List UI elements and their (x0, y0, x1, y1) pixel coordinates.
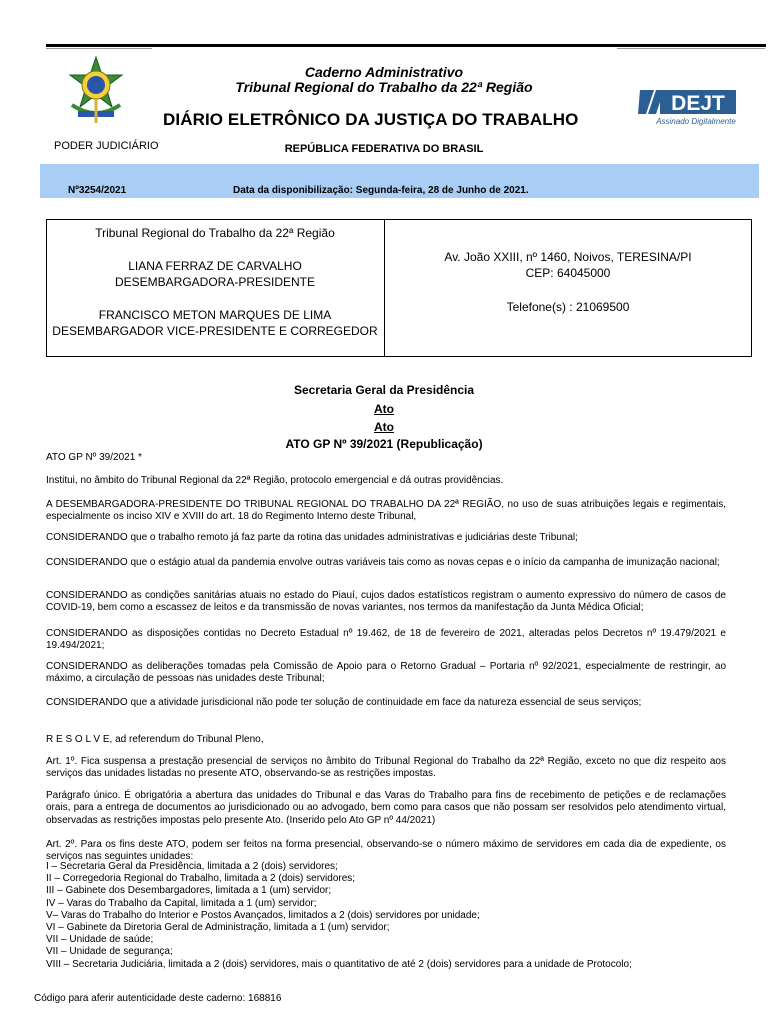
ato-heading-2 (0, 420, 768, 434)
list-item: IV – Varas do Trabalho da Capital, limitada a 1 (um) servidor; (46, 897, 317, 909)
journal-title: DIÁRIO ELETRÔNICO DA JUSTIÇA DO TRABALHO (163, 110, 579, 129)
poder-judiciario: PODER JUDICIÁRIO (54, 140, 159, 152)
info-box-divider (384, 219, 385, 357)
paragraph-considerando-4: CONSIDERANDO as disposições contidas no Decreto Estadual nº 19.462, de 18 de fevereiro de 2021, alteradas pelos Decretos nº 19.479/2021 e 19.494/2021; (46, 628, 726, 652)
ato-heading-1 (0, 402, 768, 416)
paragraph-considerando-3: CONSIDERANDO as condições sanitárias atuais no estado do Piauí, cujos dados estatísticos registram o aumento expressivo do número de casos de COVID-19, bem como a escassez de leitos e da transmissão de novas variantes, nos termos da manifestação da Junta Médica Oficial; (46, 590, 726, 614)
box-tribunal: Tribunal Regional do Trabalho da 22ª Região (95, 226, 335, 240)
dejt-logo-sub: Assinado Digitalmente (656, 117, 736, 126)
tribunal-subtitle: Tribunal Regional do Trabalho da 22ª Região (235, 79, 533, 95)
paragraph-considerando-5: CONSIDERANDO as deliberações tomadas pela Comissão de Apoio para o Retorno Gradual – Portaria nº 92/2021, especialmente de restringir, ao máximo, a circulação de pessoas nas unidades deste Tribunal; (46, 661, 726, 685)
paragraph-institui: Institui, no âmbito do Tribunal Regional da 22ª Região, protocolo emergencial e dá outras providências. (46, 475, 504, 486)
caderno-title: Caderno Administrativo (304, 64, 464, 80)
box-presidente-cargo: DESEMBARGADORA-PRESIDENTE (114, 275, 316, 289)
paragraph-art-1: Art. 1º. Fica suspensa a prestação presencial de serviços no âmbito do Tribunal Regional do Trabalho da 22ª Região, exceto no que diz respeito aos serviços das unidades listadas no presente ATO, observando-se as restrições impostas. (46, 756, 726, 780)
paragraph-considerando-2: CONSIDERANDO que o estágio atual da pandemia envolve outras variáveis tais como as novas cepas e o início da campanha de imunização nacional; (46, 557, 720, 568)
box-cep: CEP: 64045000 (525, 266, 611, 280)
paragraph-considerando-6: CONSIDERANDO que a atividade jurisdicional não pode ter solução de continuidade em face da natureza essencial de seus serviços; (46, 697, 642, 708)
paragraph-resolve: R E S O L V E, ad referendum do Tribunal Pleno, (46, 734, 264, 745)
dejt-logo (638, 88, 738, 128)
box-presidente-nome: LIANA FERRAZ DE CARVALHO (128, 259, 302, 273)
dejt-logo-text: DEJT (671, 92, 725, 115)
box-telefone: Telefone(s) : 21069500 (506, 300, 630, 314)
list-item: I – Secretaria Geral da Presidência, limitada a 2 (dois) servidores; (46, 861, 338, 872)
list-item: VI – Gabinete da Diretoria Geral de Administração, limitada a 1 (um) servidor; (46, 922, 390, 934)
republica-label: REPÚBLICA FEDERATIVA DO BRASIL (284, 143, 484, 155)
list-item: VII – Unidade de segurança; (46, 946, 173, 958)
list-item: VII – Unidade de saúde; (46, 934, 154, 946)
list-item: V– Varas do Trabalho do Interior e Postos Avançados, limitados a 2 (dois) servidores por unidade; (46, 909, 480, 921)
box-endereco: Av. João XXIII, nº 1460, Noivos, TERESINA/PI (444, 250, 692, 264)
authenticity-code: Código para aferir autenticidade deste caderno: 168816 (34, 993, 282, 1004)
paragraph-considerando-1: CONSIDERANDO que o trabalho remoto já faz parte da rotina das unidades administrativas e judiciárias deste Tribunal; (46, 532, 578, 543)
paragraph-unico: Parágrafo único. É obrigatória a abertura das unidades do Tribunal e das Varas do Trabalho para fins de recebimento de petições e de reclamações orais, para a entrega de documentos ao jurisdicionado ou ao advogado, bem como para casos que não possam ser resolvidos pelo atendimento virtual, observadas as restrições impostas pelo presente Ato. (Inserido pelo Ato GP nº 44/2021) (46, 790, 726, 826)
list-item: II – Corregedoria Regional do Trabalho, limitada a 2 (dois) servidores; (46, 873, 356, 885)
ato-title: ATO GP Nº 39/2021 (Republicação) (285, 437, 483, 451)
paragraph-desembargadora: A DESEMBARGADORA-PRESIDENTE DO TRIBUNAL REGIONAL DO TRABALHO DA 22ª REGIÃO, no uso de suas atribuições legais e regimentais, especialmente os inciso XIV e XVIII do art. 18 do Regimento Interno deste Tribunal, (46, 499, 726, 523)
edition-number: Nº3254/2021 (68, 185, 127, 196)
paragraph-art-2: Art. 2º. Para os fins deste ATO, podem ser feitos na forma presencial, observando-se o número máximo de servidores em cada dia de expediente, os serviços nas seguintes unidades: (46, 839, 726, 863)
unit-list (46, 861, 726, 971)
header-rule-thin-left (46, 48, 152, 49)
availability-date: Data da disponibilização: Segunda-feira, 28 de Junho de 2021. (233, 185, 529, 196)
header-rule (46, 44, 766, 47)
ato-heading-1-text: Ato (374, 402, 394, 416)
box-vice-cargo: DESEMBARGADOR VICE-PRESIDENTE E CORREGEDOR (52, 324, 378, 338)
box-vice-nome: FRANCISCO METON MARQUES DE LIMA (98, 308, 332, 322)
list-item: VIII – Secretaria Judiciária, limitada a 2 (dois) servidores, mais o quantitativo de até 2 (dois) servidores para a unidade de Protocolo; (46, 958, 632, 970)
secretaria-heading: Secretaria Geral da Presidência (293, 383, 475, 397)
paragraph-ato-number: ATO GP Nº 39/2021 * (46, 452, 142, 463)
list-item: III – Gabinete dos Desembargadores, limitada a 1 (um) servidor; (46, 885, 332, 897)
header-rule-thin-right (617, 48, 765, 49)
ato-heading-2-text: Ato (374, 420, 394, 434)
